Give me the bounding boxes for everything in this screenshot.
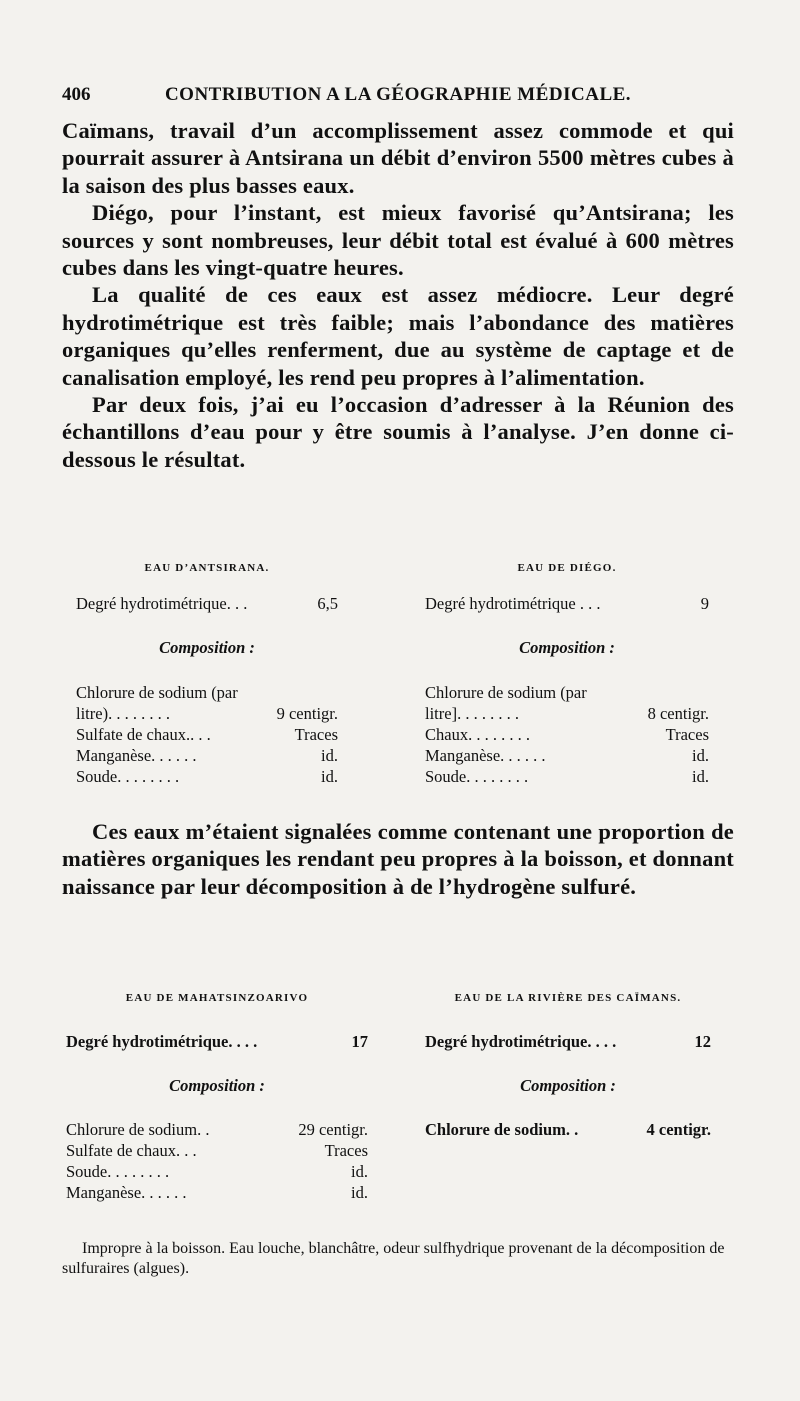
running-header: [62, 84, 734, 112]
item-value: Traces: [294, 725, 338, 744]
paragraph-5: Ces eaux m’étaient signalées comme contenant une proportion de matières organiques les rendant peu propres à la boisson, et donnant naissance par leur décomposition à de l’hydrogène sulfuré.: [62, 819, 734, 899]
item-label: Soude. . . . . . . .: [66, 1162, 170, 1181]
item-value: id.: [692, 746, 709, 765]
sample-title: EAU DE LA RIVIÈRE DES CAÏMANS.: [454, 992, 682, 1004]
item-value: 29 centigr.: [298, 1120, 368, 1139]
degree-value: 12: [694, 1032, 711, 1051]
sample-title: EAU DE MAHATSINZOARIVO: [125, 992, 309, 1004]
item-label: Chlorure de sodium. .: [66, 1120, 210, 1139]
item-value: id.: [351, 1162, 368, 1181]
body-text-top: [62, 117, 734, 473]
sample-title: EAU D’ANTSIRANA.: [144, 562, 270, 574]
paragraph-1: Caïmans, travail d’un accomplissement assez commode et qui pourrait assurer à Antsirana un débit d’environ 5500 mètres cubes à la saison des plus basses eaux.: [62, 118, 734, 198]
item-label: Chlorure de sodium (par: [76, 683, 238, 702]
item-label: Soude. . . . . . . .: [76, 767, 180, 786]
degree-label: Degré hydrotimétrique . . .: [425, 594, 601, 613]
item-label: litre). . . . . . . .: [76, 704, 170, 723]
paragraph-2: Diégo, pour l’instant, est mieux favorisé qu’Antsirana; les sources y sont nombreuses, leur débit total est évalué à 600 mètres cubes dans les vingt-quatre heures.: [62, 200, 734, 281]
page-number: 406: [62, 84, 91, 105]
paragraph-4: Par deux fois, j’ai eu l’occasion d’adresser à la Réunion des échantillons d’eau pour y être soumis à l’analyse. J’en donne ci-dessous le résultat.: [62, 392, 734, 472]
composition-label: Composition :: [519, 638, 615, 657]
item-label: Sulfate de chaux. . .: [66, 1141, 197, 1160]
item-value: 4 centigr.: [646, 1120, 711, 1139]
degree-value: 6,5: [317, 594, 338, 613]
item-value: Traces: [665, 725, 709, 744]
item-label: Chlorure de sodium (par: [425, 683, 587, 702]
item-value: id.: [321, 767, 338, 786]
degree-label: Degré hydrotimétrique. . . .: [425, 1032, 617, 1051]
sample-mahatsinzoarivo: [66, 988, 368, 1203]
sample-title: EAU DE DIÉGO.: [517, 562, 617, 574]
degree-value: 17: [351, 1032, 368, 1051]
item-label: Manganèse. . . . . .: [76, 746, 197, 765]
sample-antsirana: [76, 558, 338, 798]
item-value: Traces: [324, 1141, 368, 1160]
degree-label: Degré hydrotimétrique. . .: [76, 594, 248, 613]
item-value: id.: [692, 767, 709, 786]
item-label: Soude. . . . . . . .: [425, 767, 529, 786]
composition-label: Composition :: [159, 638, 255, 657]
composition-label: Composition :: [520, 1076, 616, 1095]
item-value: id.: [321, 746, 338, 765]
item-value: 8 centigr.: [647, 704, 709, 723]
composition-label: Composition :: [169, 1076, 265, 1095]
item-label: litre]. . . . . . . .: [425, 704, 519, 723]
remark-text: Impropre à la boisson. Eau louche, blanchâtre, odeur sulfhydrique provenant de la décomposition de sulfuraires (algues).: [62, 1240, 725, 1277]
item-label: Manganèse. . . . . .: [425, 746, 546, 765]
degree-value: 9: [700, 594, 709, 613]
paragraph-3: La qualité de ces eaux est assez médiocre. Leur degré hydrotimétrique est très faible; mais l’abondance des matières organiques qu’elles renferment, due au système de captage et de canalisation employé, les rend peu propres à l’alimentation.: [62, 282, 734, 390]
item-value: id.: [351, 1183, 368, 1202]
item-label: Sulfate de chaux.. . .: [76, 725, 211, 744]
degree-label: Degré hydrotimétrique. . . .: [66, 1032, 258, 1051]
sample-riviere-caimans: [425, 988, 711, 1138]
item-label: Chaux. . . . . . . .: [425, 725, 530, 744]
footnote-remark: [62, 1239, 742, 1279]
sample-diego: [425, 558, 709, 798]
item-label: Chlorure de sodium. .: [425, 1120, 579, 1139]
item-label: Manganèse. . . . . .: [66, 1183, 187, 1202]
item-value: 9 centigr.: [276, 704, 338, 723]
running-title: CONTRIBUTION A LA GÉOGRAPHIE MÉDICALE.: [164, 84, 632, 105]
body-text-middle: [62, 818, 734, 900]
